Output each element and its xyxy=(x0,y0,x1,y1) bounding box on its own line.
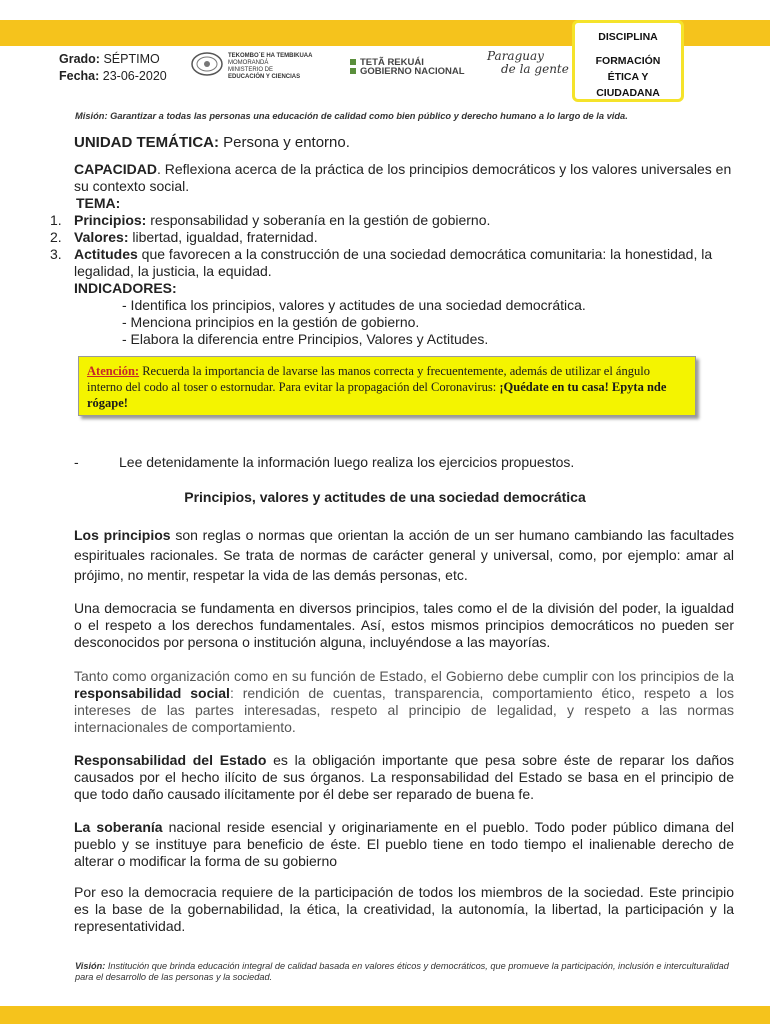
mec-logo-line2: MOMORANDÁ xyxy=(228,60,269,66)
paraguay-logo xyxy=(487,50,569,76)
disciplina-line2: ÉTICA Y xyxy=(607,71,649,83)
capacidad xyxy=(74,161,734,195)
unidad-label: UNIDAD TEMÁTICA: xyxy=(74,134,219,151)
disciplina-title: DISCIPLINA xyxy=(598,31,658,43)
paragraph-responsabilidad-estado xyxy=(74,752,734,803)
paragraph-soberania xyxy=(74,819,734,870)
paragraph-principios xyxy=(74,525,734,585)
list-item-text: responsabilidad y soberanía en la gestión de gobierno. xyxy=(146,212,491,228)
date-value: 23-06-2020 xyxy=(102,69,167,83)
paragraph-bold: Responsabilidad del Estado xyxy=(74,752,267,768)
list-item-text: que favorecen a la construcción de una sociedad democrática comunitaria: la honestidad, la legalidad, la justicia, la equidad. xyxy=(74,246,713,279)
indicadores-label: INDICADORES: xyxy=(74,280,177,296)
tema-label: TEMA: xyxy=(76,195,121,211)
vision-body: Institución que brinda educación integral de calidad basada en valores éticos y democráticos, que promueve la participación, inclusión e interculturalidad para el desarrollo de las personas y la sociedad. xyxy=(75,961,729,982)
mision-text: Misión: Garantizar a todas las personas una educación de calidad como bien público y derecho humano a lo largo de la vida. xyxy=(75,111,628,121)
disciplina-line1: FORMACIÓN xyxy=(595,55,661,67)
gob-logo-line1: TETÃ REKUÁI xyxy=(360,57,424,68)
paragraph-text: : rendición de cuentas, transparencia, comportamiento ético, respeto a los intereses de las partes interesadas, respeto al principio de legalidad, y respeto a las normas internacionales de comportamiento. xyxy=(74,685,734,735)
gob-logo-line2: GOBIERNO NACIONAL xyxy=(360,66,465,77)
mec-logo-line3: MINISTERIO DE xyxy=(228,67,274,73)
list-number: 3. xyxy=(50,246,62,262)
atencion-label: Atención: xyxy=(87,364,140,378)
list-number: 2. xyxy=(50,229,62,245)
unidad-value: Persona y entorno. xyxy=(223,134,350,151)
vision-text xyxy=(75,961,745,983)
paragraph-bold: Los principios xyxy=(74,527,171,543)
paragraph-text: nacional reside esencial y originariamente en el pueblo. Todo poder público dimana del pueblo y se instituye para beneficio de éste. El pueblo tiene en todo tiempo el inalienable derecho de alterar o modificar la forma de su gobierno xyxy=(74,819,734,869)
instruccion-dash: - xyxy=(74,454,79,470)
atencion-box xyxy=(78,356,696,416)
paragraph-responsabilidad-social xyxy=(74,668,734,736)
paragraph-democracia: Una democracia se fundamenta en diversos principios, tales como el de la división del poder, la igualdad o el respeto a los derechos fundamentales. Así, estos mismos principios democráticos no pueden ser desconocidos por persona o institución alguna, incluyéndose a las mayorías. xyxy=(74,600,734,650)
grade-value: SÉPTIMO xyxy=(103,52,160,66)
seal-icon xyxy=(190,51,224,77)
paragraph-bold: La soberanía xyxy=(74,819,163,835)
list-number: 1. xyxy=(50,212,62,228)
paragraph-text: es la obligación importante que pesa sobre éste de reparar los daños causados por el hecho ilícito de sus órganos. La responsabilidad del Estado se basa en el principio de que todo daño causado ilícitamente por él debe ser reparado de buena fe. xyxy=(74,752,734,802)
list-item-label: Actitudes xyxy=(74,246,138,262)
list-item: - Menciona principios en la gestión de gobierno. xyxy=(122,314,420,330)
paragraph-participacion: Por eso la democracia requiere de la participación de todos los miembros de la sociedad. Este principio es la base de la gobernabilidad, la ética, la creatividad, la autonomía, la libertad, la participación y la representatividad. xyxy=(74,884,734,934)
paragraph-text: Tanto como organización como en su función de Estado, el Gobierno debe cumplir con los principios de la xyxy=(74,668,734,684)
mec-logo xyxy=(190,51,340,79)
indicadores-list xyxy=(122,297,734,348)
paragraph-bold: responsabilidad social xyxy=(74,685,230,701)
disciplina-line3: CIUDADANA xyxy=(596,87,660,99)
list-item xyxy=(50,212,734,229)
disciplina-box xyxy=(572,20,684,102)
lesson-header xyxy=(50,134,734,348)
pyg-logo-line1: Paraguay xyxy=(487,49,544,63)
capacidad-label: CAPACIDAD xyxy=(74,161,157,177)
atencion-bold: ¡Quédate en tu casa! Epyta nde rógape! xyxy=(87,380,667,410)
instruccion-text: Lee detenidamente la información luego realiza los ejercicios propuestos. xyxy=(119,454,575,470)
list-item-label: Principios: xyxy=(74,212,147,228)
paragraph-text: son reglas o normas que orientan la acción de un ser humano cambiando las facultades espirituales racionales. Se trata de normas de carácter general y universal, como, por ejemplo: amar al prójimo, no mentir, respetar la vida de las demás personas, etc. xyxy=(74,527,734,583)
list-item: - Identifica los principios, valores y actitudes de una sociedad democrática. xyxy=(122,297,586,313)
list-item-label: Valores: xyxy=(74,229,129,245)
gobierno-logo xyxy=(350,58,465,76)
pyg-logo-line2: de la gente xyxy=(501,62,569,76)
mec-logo-line1: TEKOMBO´E HA TEMBIKUAA xyxy=(228,53,313,59)
list-item xyxy=(50,229,734,246)
vision-label: Visión: xyxy=(75,961,106,971)
mec-logo-line4: EDUCACIÓN Y CIENCIAS xyxy=(228,74,301,80)
section-title: Principios, valores y actitudes de una sociedad democrática xyxy=(184,489,586,505)
date-label: Fecha: xyxy=(59,69,100,83)
bottom-accent-bar xyxy=(0,1006,770,1024)
atencion-text: Recuerda la importancia de lavarse las manos correcta y frecuentemente, además de utilizar el ángulo interno del codo al toser o estornudar. Para evitar la propagación del Coronavirus: xyxy=(87,364,650,394)
grade-info xyxy=(59,51,167,85)
grade-label: Grado: xyxy=(59,52,100,66)
capacidad-text: . Reflexiona acerca de la práctica de los principios democráticos y los valores universales en su contexto social. xyxy=(74,161,732,194)
square-bullet-icon xyxy=(350,59,356,65)
list-item: - Elabora la diferencia entre Principios, Valores y Actitudes. xyxy=(122,331,489,347)
square-bullet-icon xyxy=(350,68,356,74)
unidad-tematica xyxy=(74,134,734,151)
list-item xyxy=(50,246,734,280)
list-item-text: libertad, igualdad, fraternidad. xyxy=(128,229,318,245)
tema-list xyxy=(50,212,734,280)
